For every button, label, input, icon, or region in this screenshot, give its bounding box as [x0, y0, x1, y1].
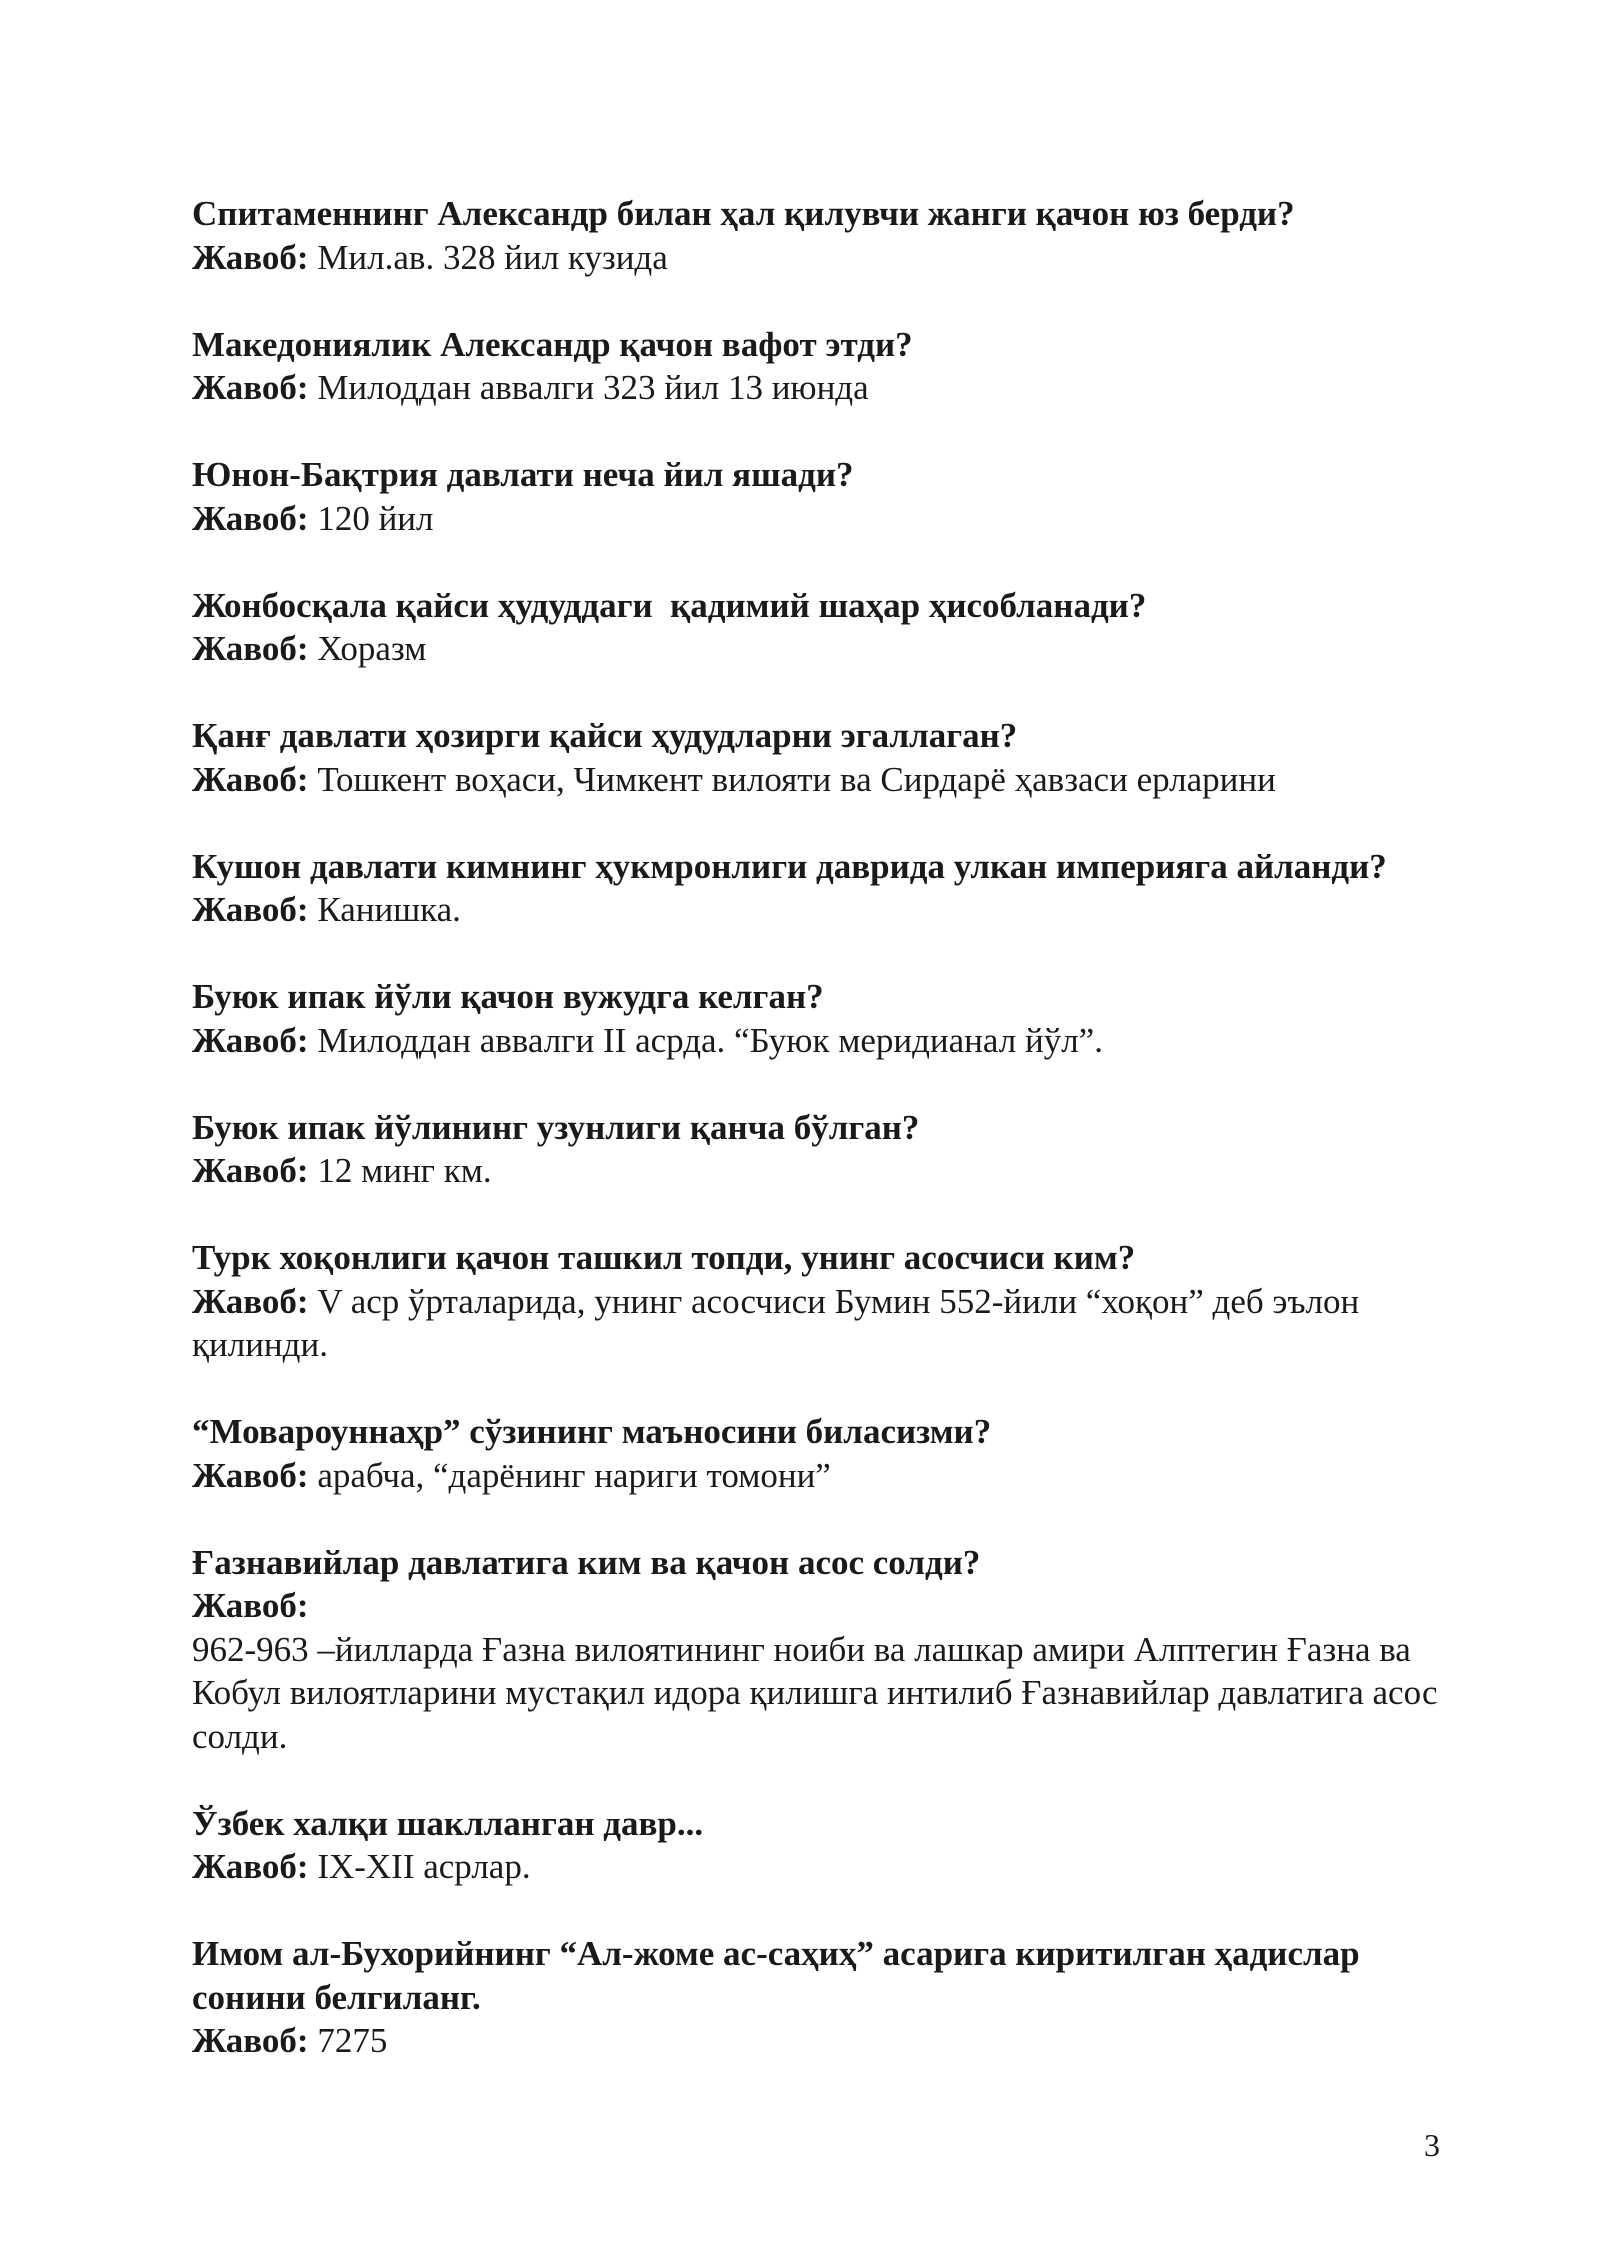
answer-text: Мил.ав. 328 йил кузида: [317, 237, 668, 277]
answer-text: Тошкент воҳаси, Чимкент вилояти ва Сирдарё ҳавзаси ерларини: [317, 759, 1276, 799]
answer-text: 12 минг км.: [317, 1151, 492, 1190]
answer-label: Жавоб:: [192, 1455, 309, 1495]
question: Имом ал-Бухорийнинг “Ал-жоме ас-саҳиҳ” асарига киритилган ҳадислар сонини белгиланг.: [192, 1934, 1360, 2017]
question: Кушон давлати кимнинг ҳукмронлиги даврида улкан империяга айланди?: [192, 846, 1387, 886]
answer-text: 962-963 –йилларда Ғазна вилоятининг ноиби ва лашкар амири Алптегин Ғазна ва Кобул вилоятларини мустақил идора қилишга интилиб Ғазнавийлар давлатига асос солди.: [192, 1629, 1438, 1756]
qa-item-2: [192, 323, 1452, 410]
qa-item-5: [192, 714, 1452, 801]
answer-label: Жавоб:: [192, 629, 309, 668]
answer-text: 7275: [317, 2021, 388, 2060]
page-number: 3: [1424, 2127, 1440, 2163]
answer-text: арабча, “дарёнинг нариги томони”: [317, 1455, 831, 1495]
question: “Мовароуннаҳр” сўзининг маъносини биласизми?: [192, 1412, 992, 1451]
qa-item-4: [192, 584, 1452, 671]
answer-text: Канишка.: [317, 890, 461, 929]
qa-item-13: [192, 1932, 1452, 2063]
answer-label: Жавоб:: [192, 759, 309, 799]
document-page: [192, 192, 1452, 2106]
answer-label: Жавоб:: [192, 498, 309, 538]
qa-item-9: [192, 1236, 1452, 1367]
qa-item-6: [192, 845, 1452, 932]
answer-text: Милоддан аввалги II асрда. “Буюк меридианал йўл”.: [317, 1020, 1103, 1060]
answer: [192, 1280, 1452, 1367]
question: Буюк ипак йўли қачон вужудга келган?: [192, 977, 824, 1016]
qa-item-3: [192, 453, 1452, 540]
qa-item-8: [192, 1106, 1452, 1193]
question: Жонбосқала қайси ҳудуддаги қадимий шаҳар ҳисобланади?: [192, 585, 1147, 625]
qa-item-7: [192, 975, 1452, 1062]
answer-text: Хоразм: [317, 629, 427, 668]
answer-text: IX-XII асрлар.: [317, 1847, 531, 1886]
answer: [192, 888, 1452, 932]
answer: [192, 1454, 1452, 1498]
answer-label: Жавоб:: [192, 2021, 309, 2060]
answer-label: Жавоб:: [192, 1586, 309, 1625]
question: Ўзбек халқи шаклланган давр...: [192, 1803, 704, 1843]
question: Спитаменнинг Александр билан ҳал қилувчи жанги қачон юз берди?: [192, 194, 1295, 233]
answer: [192, 366, 1452, 410]
question: Турк хоқонлиги қачон ташкил топди, унинг асосчиси ким?: [192, 1238, 1136, 1277]
question: Македониялик Александр қачон вафот этди?: [192, 324, 913, 364]
qa-item-1: [192, 192, 1452, 279]
answer: [192, 497, 1452, 541]
answer-label: Жавоб:: [192, 1151, 309, 1190]
answer: [192, 1845, 1452, 1889]
answer: [192, 236, 1452, 280]
answer: [192, 627, 1452, 671]
qa-item-11: [192, 1541, 1452, 1759]
answer-label: Жавоб:: [192, 368, 309, 407]
answer: [192, 2019, 1452, 2063]
question: Ғазнавийлар давлатига ким ва қачон асос солди?: [192, 1542, 981, 1582]
answer-label: Жавоб:: [192, 1020, 309, 1060]
answer: [192, 758, 1452, 802]
question: Қанғ давлати ҳозирги қайси ҳудудларни эгаллаган?: [192, 716, 1018, 755]
answer-label: Жавоб:: [192, 1847, 309, 1886]
answer: [192, 1149, 1452, 1193]
qa-item-12: [192, 1802, 1452, 1889]
answer: [192, 1584, 1452, 1628]
answer-label: Жавоб:: [192, 237, 309, 277]
qa-item-10: [192, 1410, 1452, 1497]
answer-text: 120 йил: [317, 498, 434, 538]
question: Юнон-Бақтрия давлати неча йил яшади?: [192, 455, 854, 494]
answer: [192, 1019, 1452, 1063]
answer-label: Жавоб:: [192, 1281, 309, 1321]
answer-label: Жавоб:: [192, 890, 309, 929]
question: Буюк ипак йўлининг узунлиги қанча бўлган?: [192, 1107, 920, 1147]
answer-text: V аср ўрталарида, унинг асосчиси Бумин 552-йили “хоқон” деб эълон қилинди.: [192, 1281, 1360, 1364]
answer-text: Милоддан аввалги 323 йил 13 июнда: [317, 368, 869, 407]
